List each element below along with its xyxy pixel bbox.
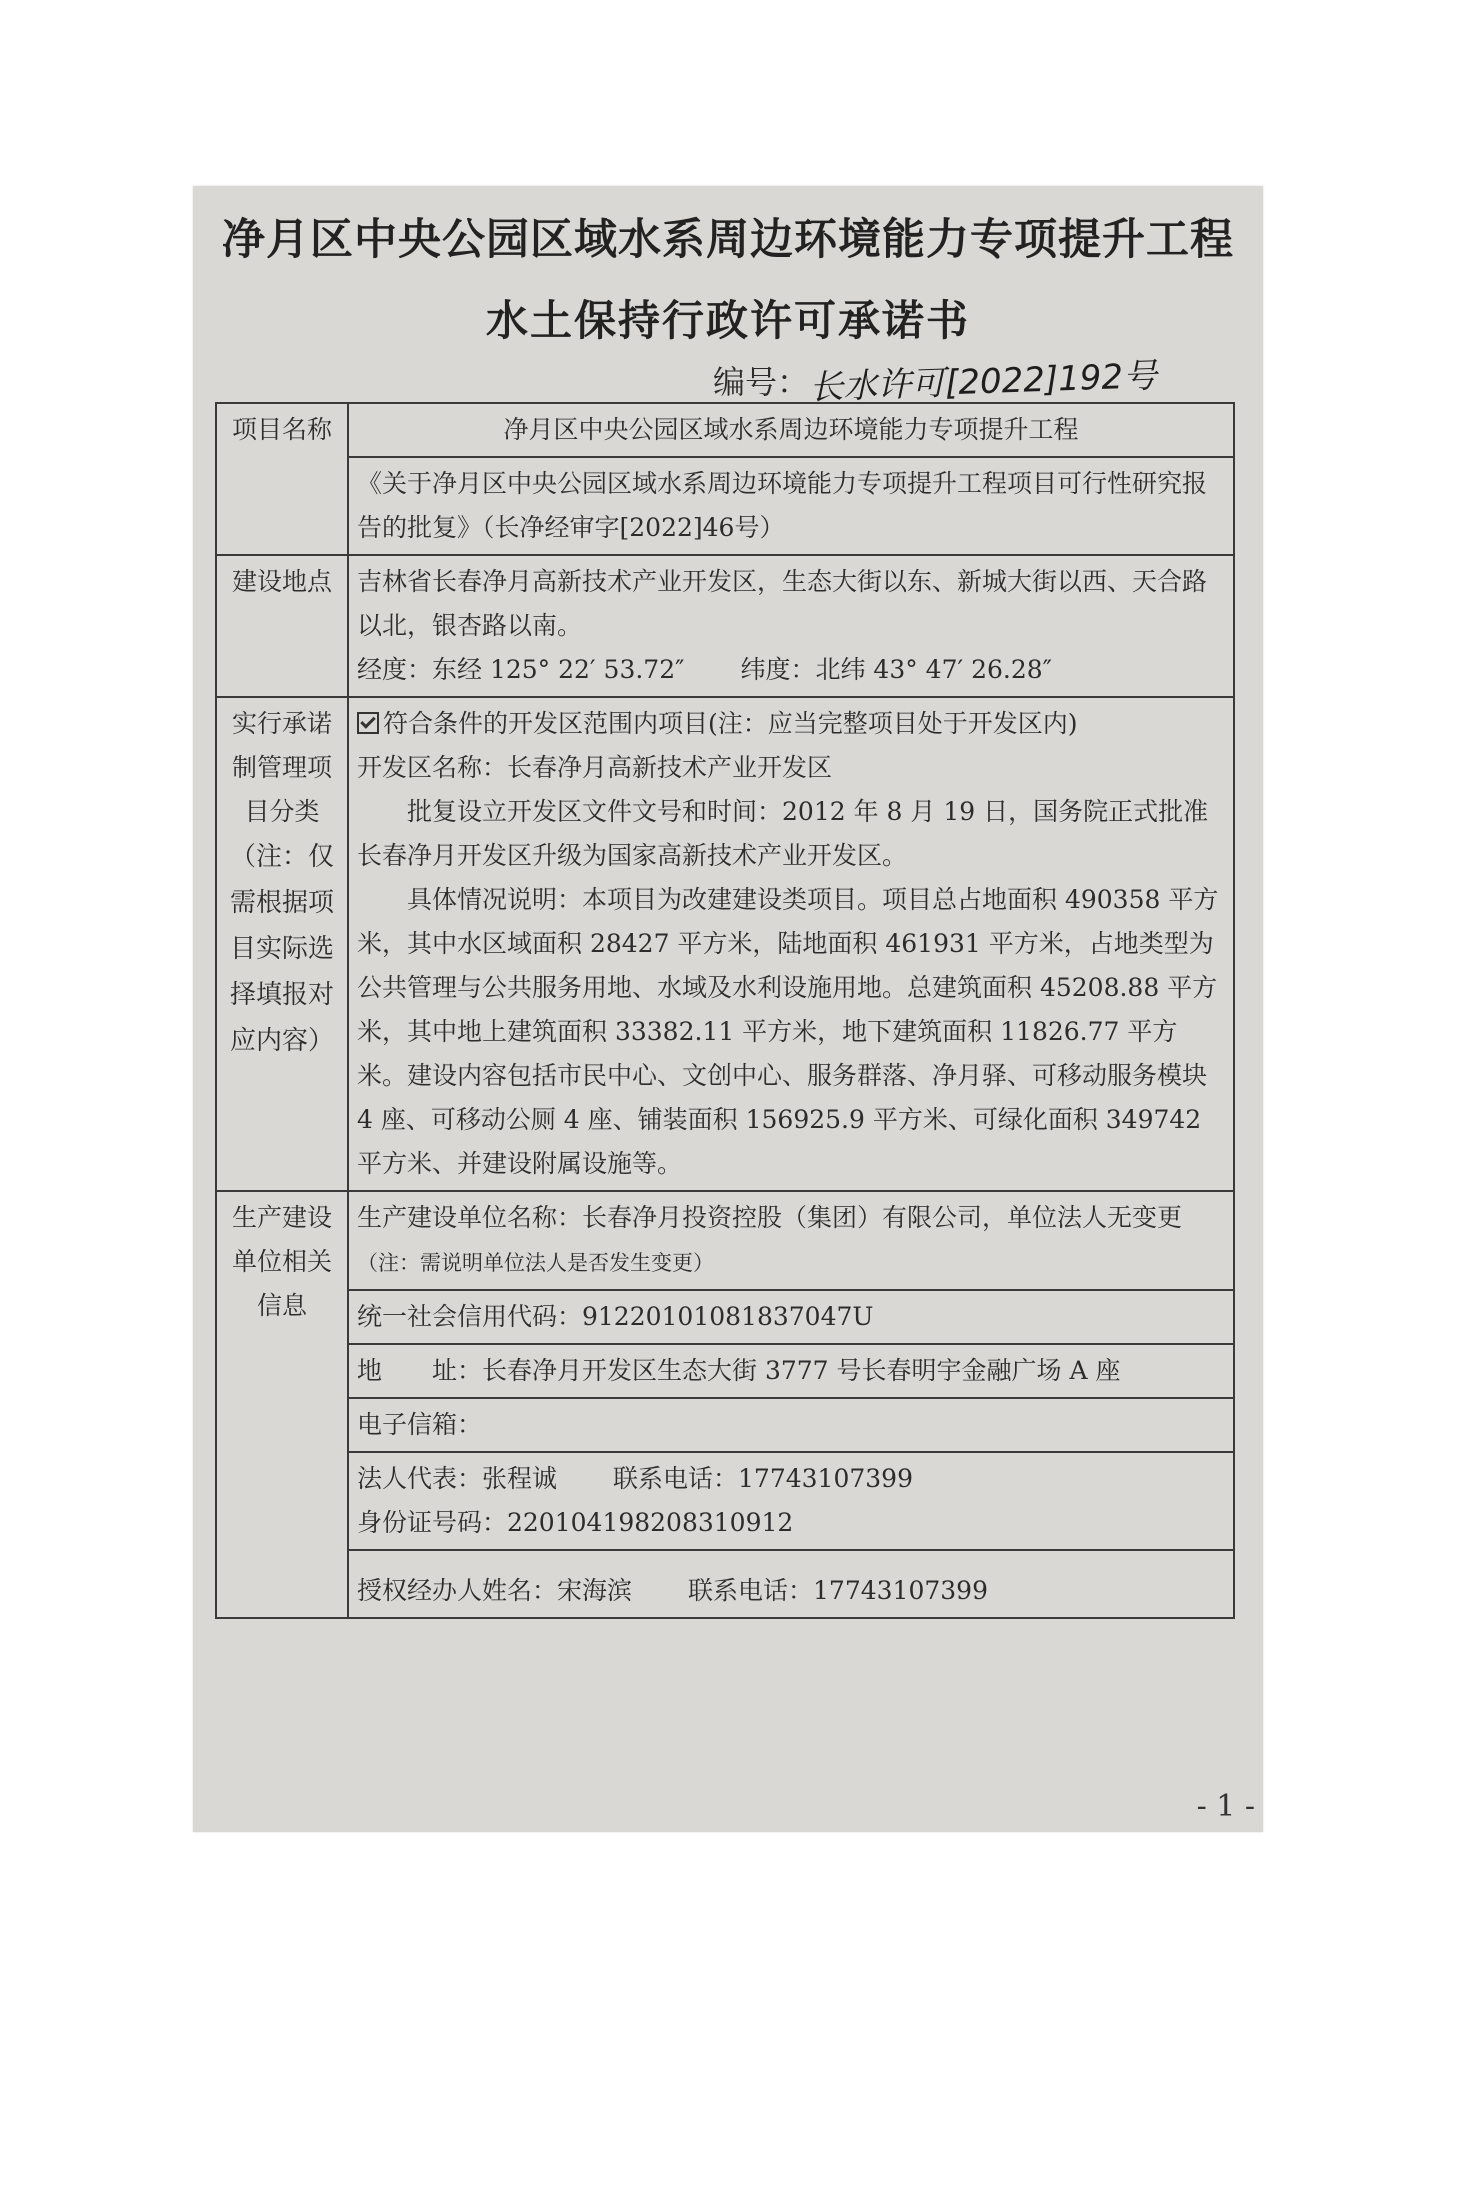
unit-name: 生产建设单位名称：长春净月投资控股（集团）有限公司，单位法人无变更 bbox=[357, 1203, 1183, 1232]
checkbox-line bbox=[357, 702, 1225, 746]
legal-rep-line bbox=[357, 1457, 1225, 1501]
project-name-value: 净月区中央公园区域水系周边环境能力专项提升工程 bbox=[348, 403, 1234, 457]
location-label: 建设地点 bbox=[216, 555, 348, 697]
unit-label: 生产建设单位相关信息 bbox=[216, 1191, 348, 1618]
project-details: 具体情况说明：本项目为改建建设类项目。项目总占地面积 490358 平方米，其中水区域面积 28427 平方米，陆地面积 461931 平方米，占地类型为公共管理与公共服务用地、水域及水利设施用地。总建筑面积 45208.88 平方米，其中地上建筑面积 33382.11 平方米，地下建筑面积 11826.77 平方米。建设内容包括市民中心、文创中心、服务群落、净月驿、可移动服务模块 4 座、可移动公厕 4 座、铺装面积 156925.9 平方米、可绿化面积 349742 平方米、并建设附属设施等。 bbox=[357, 885, 1219, 1178]
unit-legal-cell bbox=[348, 1452, 1234, 1550]
serial-number bbox=[713, 354, 1158, 409]
classification-label-cell bbox=[216, 697, 348, 1191]
project-approval-value: 《关于净月区中央公园区域水系周边环境能力专项提升工程项目可行性研究报告的批复》（长净经审字[2022]46号） bbox=[348, 457, 1234, 555]
project-name-row-2 bbox=[216, 457, 1234, 555]
location-coordinates bbox=[357, 648, 1225, 692]
document-title: 净月区中央公园区域水系周边环境能力专项提升工程 bbox=[222, 215, 1234, 265]
serial-label: 编号： bbox=[713, 363, 810, 401]
unit-name-note: （注：需说明单位法人是否发生变更） bbox=[357, 1251, 714, 1275]
unit-credit-code: 统一社会信用代码：91220101081837047U bbox=[348, 1290, 1234, 1344]
latitude: 纬度：北纬 43° 47′ 26.28″ bbox=[740, 655, 1053, 684]
agent-name: 授权经办人姓名：宋海滨 bbox=[357, 1576, 633, 1605]
unit-agent-cell bbox=[348, 1550, 1234, 1618]
document-sheet bbox=[193, 186, 1263, 1832]
location-address: 吉林省长春净月高新技术产业开发区，生态大街以东、新城大街以西、天合路以北，银杏路以南。 bbox=[357, 567, 1208, 640]
unit-email: 电子信箱： bbox=[348, 1398, 1234, 1452]
agent-phone: 联系电话：17743107399 bbox=[688, 1576, 988, 1605]
unit-name-cell bbox=[348, 1191, 1234, 1290]
page-number: - 1 - bbox=[1196, 1789, 1255, 1824]
zone-name: 开发区名称：长春净月高新技术产业开发区 bbox=[357, 753, 833, 782]
commitment-form-table bbox=[215, 402, 1235, 1619]
project-name-label: 项目名称 bbox=[216, 403, 348, 555]
location-row bbox=[216, 555, 1234, 697]
legal-rep: 法人代表：张程诚 bbox=[357, 1464, 558, 1493]
zone-approval-doc: 批复设立开发区文件文号和时间：2012 年 8 月 19 日，国务院正式批准长春净月开发区升级为国家高新技术产业开发区。 bbox=[357, 797, 1209, 870]
location-cell bbox=[348, 555, 1234, 697]
longitude: 经度：东经 125° 22′ 53.72″ bbox=[357, 655, 685, 684]
classification-row bbox=[216, 697, 1234, 1191]
classification-note: （注：仅需根据项目实际选择填报对应内容） bbox=[229, 842, 334, 1056]
legal-phone: 联系电话：17743107399 bbox=[613, 1464, 913, 1493]
classification-label: 实行承诺制管理项目分类 bbox=[231, 709, 332, 826]
unit-row-address bbox=[216, 1344, 1234, 1398]
checkbox-text: 符合条件的开发区范围内项目(注：应当完整项目处于开发区内) bbox=[383, 709, 1078, 738]
unit-row-agent bbox=[216, 1550, 1234, 1618]
unit-row-legal bbox=[216, 1452, 1234, 1550]
serial-handwritten-value: 长水许可[2022]192号 bbox=[808, 355, 1158, 409]
id-number: 身份证号码：220104198208310912 bbox=[357, 1508, 794, 1537]
unit-row-credit bbox=[216, 1290, 1234, 1344]
checked-checkbox-icon bbox=[357, 712, 379, 734]
unit-row-email bbox=[216, 1398, 1234, 1452]
document-subtitle: 水土保持行政许可承诺书 bbox=[485, 296, 970, 345]
classification-cell bbox=[348, 697, 1234, 1191]
project-name-row-1 bbox=[216, 403, 1234, 457]
unit-address: 地 址：长春净月开发区生态大街 3777 号长春明宇金融广场 A 座 bbox=[348, 1344, 1234, 1398]
unit-row-name bbox=[216, 1191, 1234, 1290]
